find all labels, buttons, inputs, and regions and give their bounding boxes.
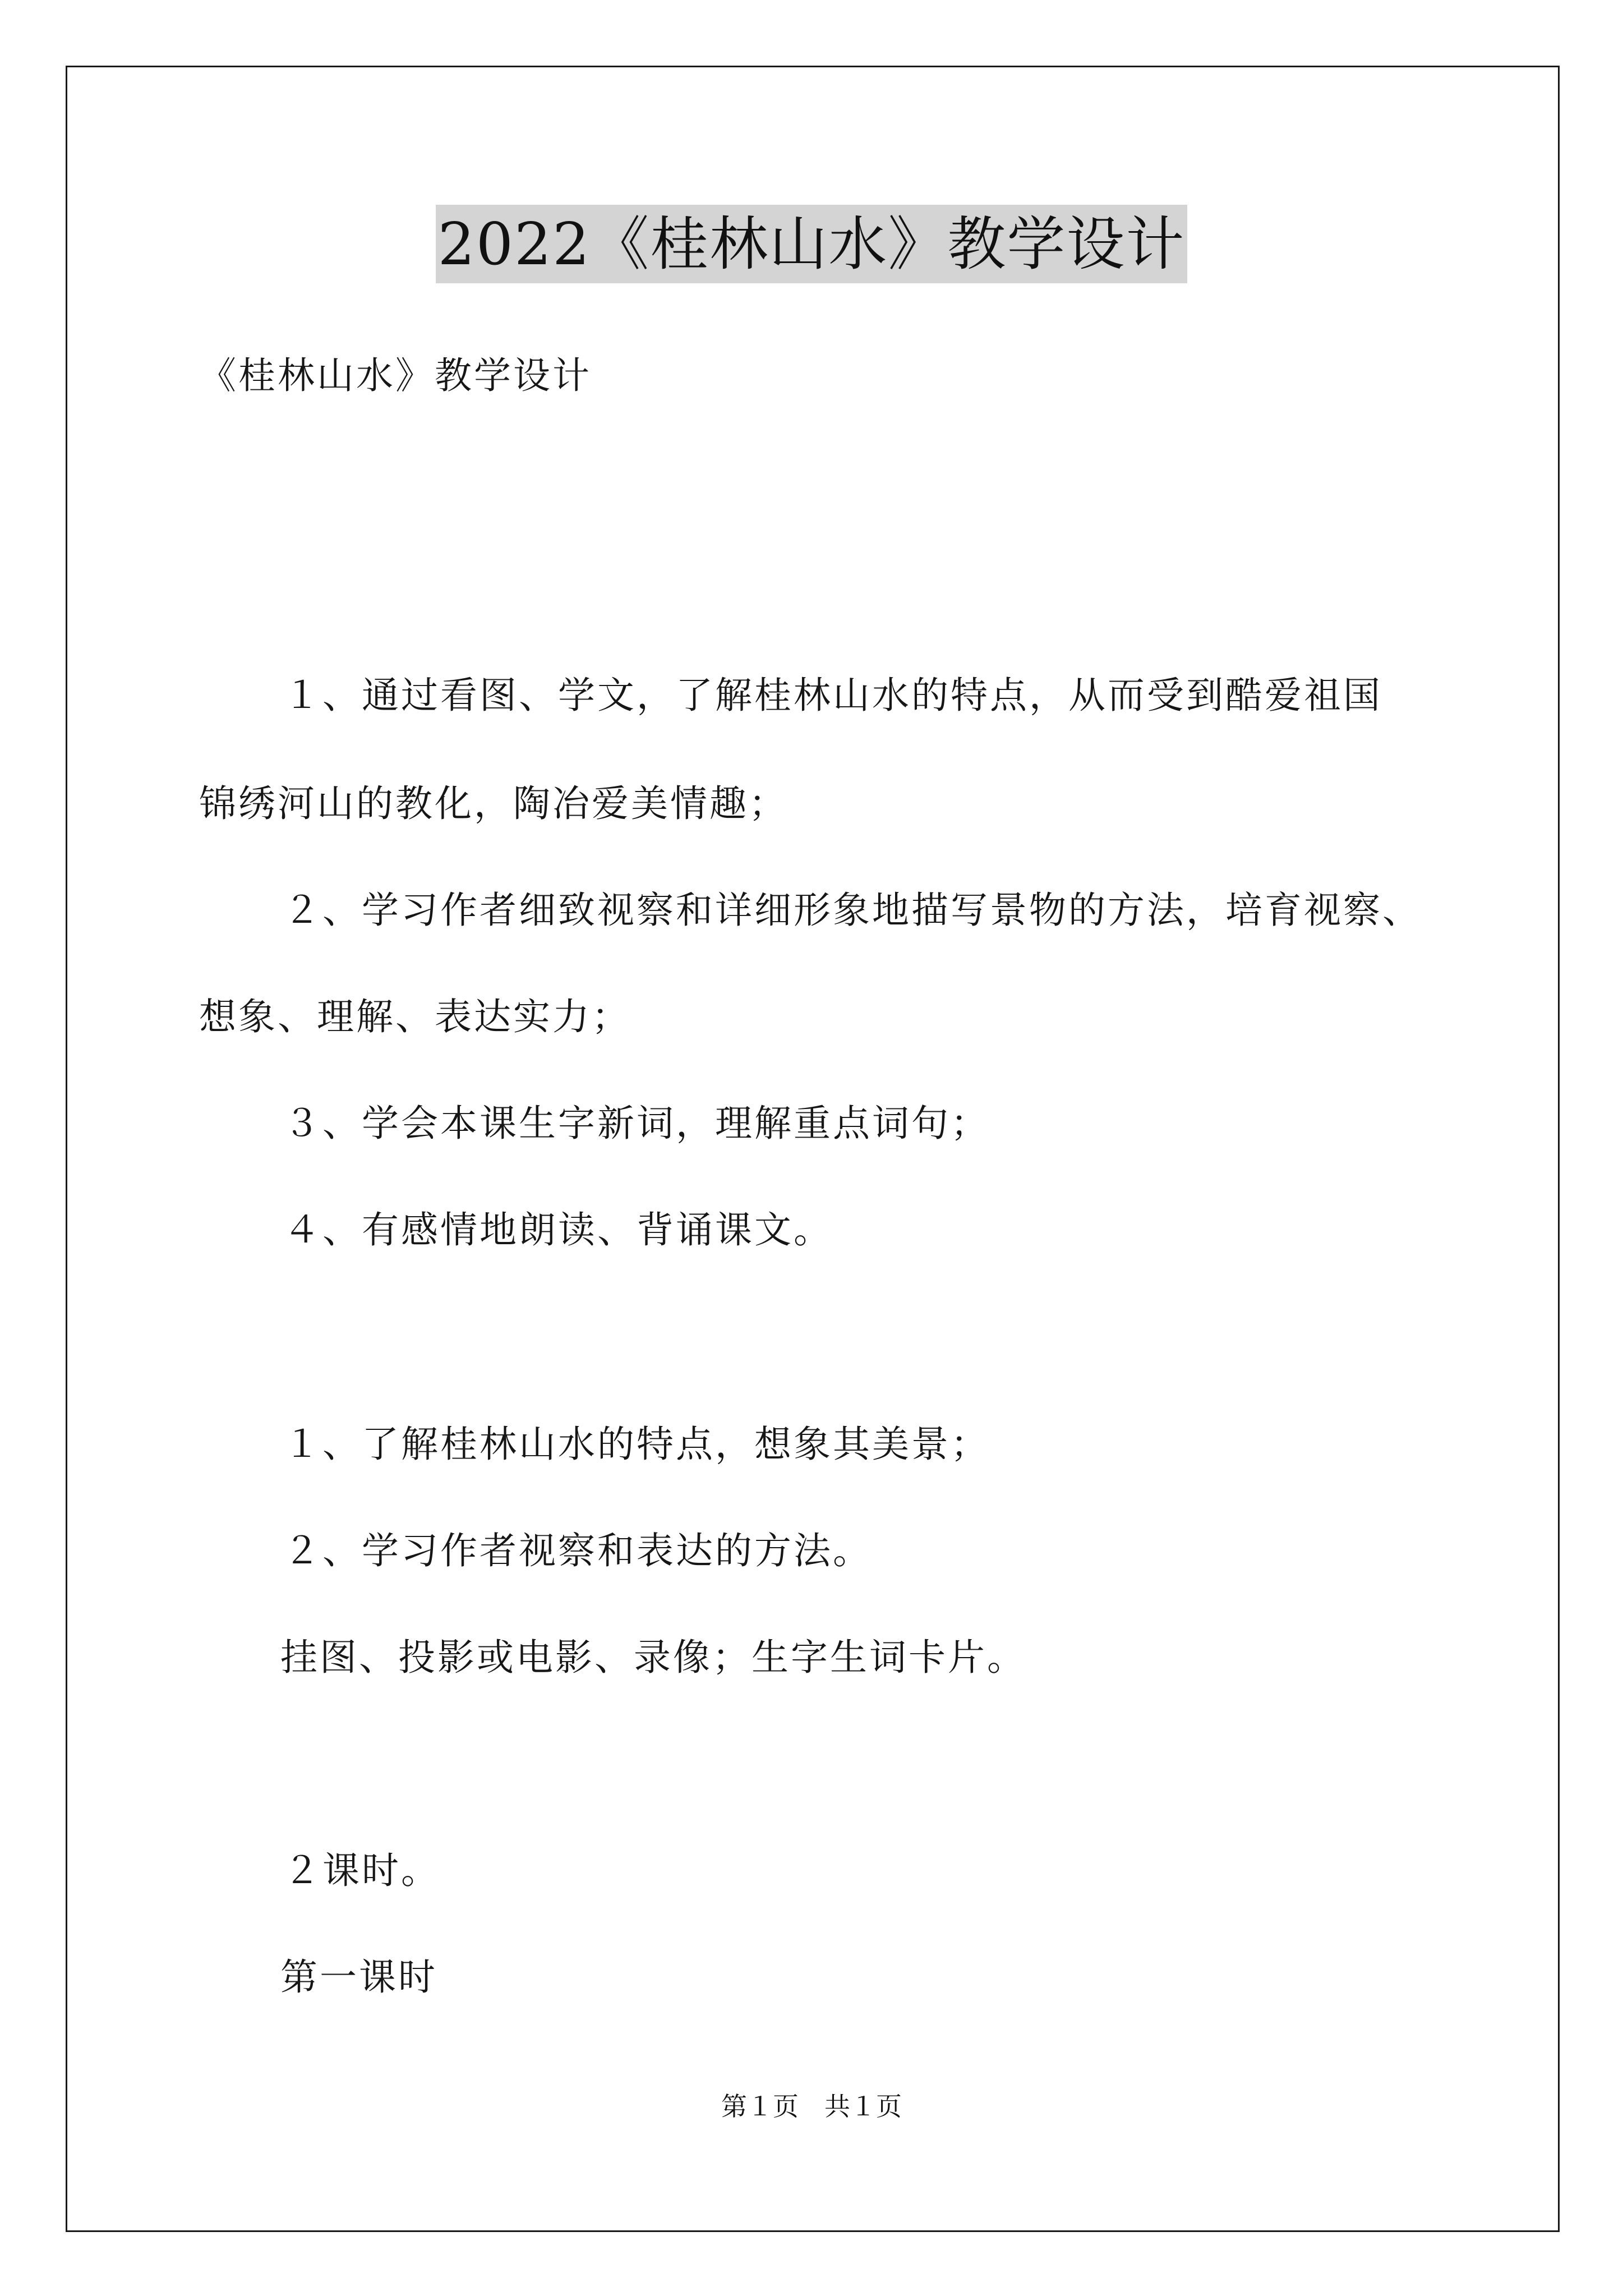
document-subtitle: 《桂林山水》教学设计: [199, 354, 592, 397]
page-footer: 第１页 共１页: [721, 2091, 902, 2122]
title-container: [0, 205, 1623, 283]
key-point-2: ２、学习作者视察和表达的方法。: [283, 1529, 872, 1572]
goal-1-line-2: 锦绣河山的教化，陶冶爱美情趣；: [199, 782, 788, 825]
key-point-1: １、了解桂林山水的特点，想象其美景；: [283, 1423, 990, 1466]
document-title: 2022《桂林山水》教学设计: [436, 205, 1188, 283]
section-heading: 第一课时: [280, 1955, 437, 1999]
materials-line: 挂图、投影或电影、录像；生字生词卡片。: [280, 1636, 1026, 1679]
goal-3: ３、学会本课生字新词，理解重点词句；: [283, 1102, 990, 1145]
duration-line: ２课时。: [283, 1849, 440, 1892]
goal-2-line-1: ２、学习作者细致视察和详细形象地描写景物的方法，培育视察、: [283, 889, 1422, 932]
goal-4: ４、有感情地朗读、背诵课文。: [283, 1208, 833, 1251]
goal-1-line-1: １、通过看图、学文，了解桂林山水的特点，从而受到酷爱祖国: [283, 674, 1382, 717]
goal-2-line-2: 想象、理解、表达实力；: [199, 995, 631, 1038]
